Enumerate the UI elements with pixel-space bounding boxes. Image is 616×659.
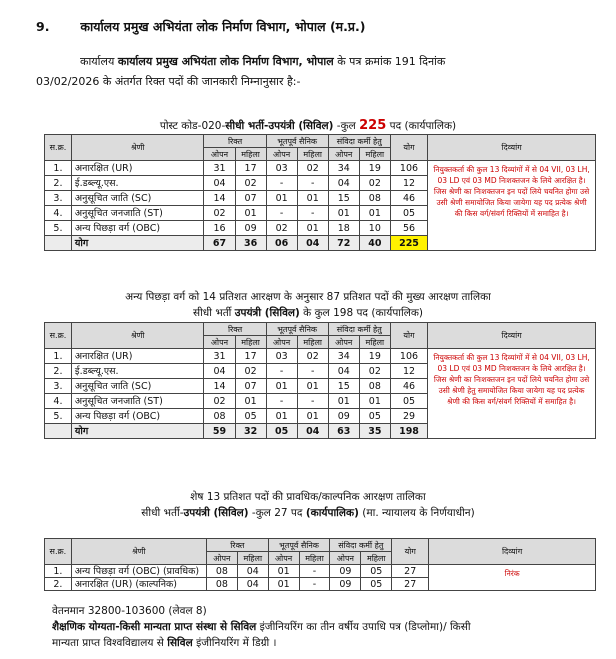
divyang-note: निरंक (429, 565, 596, 591)
row-value: 05 (235, 409, 266, 424)
row-sno: 4. (45, 394, 72, 409)
row-sno: 5. (45, 221, 72, 236)
header-open: ओपन (268, 552, 299, 565)
row-value: 01 (266, 379, 297, 394)
table3-caption-pre: सीधी भर्ती- (141, 507, 184, 519)
row-value: 02 (359, 176, 390, 191)
row-value: 05 (390, 394, 427, 409)
row-value: 01 (359, 206, 390, 221)
row-category: अन्य पिछड़ा वर्ग (OBC) (71, 409, 204, 424)
table2-caption-post: के कुल 198 पद (कार्यपालिक) (303, 307, 424, 319)
row-value: - (297, 176, 328, 191)
pay-scale: वेतनमान 32800-103600 (लेवल 8) (52, 605, 207, 617)
table3-caption-bold: उपयंत्री (सिविल) (183, 507, 249, 519)
row-value: - (266, 394, 297, 409)
row-value: 04 (328, 176, 359, 191)
row-value: 15 (328, 191, 359, 206)
row-sno: 1. (45, 349, 72, 364)
header-female: महिला (297, 148, 328, 161)
intro-prefix: कार्यालय (80, 55, 115, 68)
row-value: 02 (359, 364, 390, 379)
total-value: 36 (235, 236, 266, 251)
row-value: 09 (235, 221, 266, 236)
header-total: योग (390, 323, 427, 349)
header-female: महिला (297, 336, 328, 349)
row-sno: 2. (45, 364, 72, 379)
header-female: महिला (361, 552, 392, 565)
header-vacant: रिक्त (204, 323, 266, 336)
header-divyang: दिव्यांग (428, 323, 596, 349)
header-sno: स.क्र. (45, 323, 72, 349)
total-value: 04 (297, 424, 328, 439)
row-value: 04 (328, 364, 359, 379)
row-sno: 4. (45, 206, 72, 221)
reservation-table-1 (44, 134, 596, 251)
row-value: 14 (204, 191, 235, 206)
row-value: 19 (359, 161, 390, 176)
total-sno (45, 236, 72, 251)
qualification2-bold: सिविल (167, 637, 193, 649)
total-value: 198 (390, 424, 427, 439)
row-category: अन्य पिछड़ा वर्ग (OBC) (71, 221, 204, 236)
reservation-table-3 (44, 538, 596, 591)
row-value: 08 (206, 565, 237, 578)
header-divyang: दिव्यांग (429, 539, 596, 565)
row-value: 12 (390, 176, 427, 191)
table1-caption (0, 118, 616, 133)
header-open: ओपन (328, 336, 359, 349)
section-number: 9. (36, 19, 50, 34)
header-open: ओपन (204, 148, 235, 161)
table1-caption-bold: सीधी भर्ती-उपयंत्री (सिविल) (225, 120, 334, 132)
row-category: अनुसूचित जाति (SC) (71, 379, 204, 394)
row-value: 34 (328, 161, 359, 176)
row-value: - (266, 206, 297, 221)
row-value: 08 (206, 578, 237, 591)
header-open: ओपन (328, 148, 359, 161)
header-female: महिला (235, 336, 266, 349)
header-ex-servicemen: भूतपूर्व सैनिक (268, 539, 330, 552)
row-category: ई.डब्ल्यू.एस. (71, 176, 204, 191)
qualification2-pre: मान्यता प्राप्त विश्वविद्यालय से (52, 637, 164, 649)
header-contract: संविदा कर्मी हेतु (330, 539, 392, 552)
intro-office: कार्यालय प्रमुख अभियंता लोक निर्माण विभाग, भोपाल (117, 55, 334, 68)
row-value: 46 (390, 379, 427, 394)
row-value: 09 (328, 409, 359, 424)
header-category: श्रेणी (71, 323, 204, 349)
row-value: - (297, 364, 328, 379)
header-female: महिला (359, 148, 390, 161)
row-value: 09 (330, 578, 361, 591)
total-sno (45, 424, 72, 439)
total-value: 35 (359, 424, 390, 439)
header-sno: स.क्र. (45, 135, 72, 161)
intro-line2: 03/02/2026 के अंतर्गत रिक्त पदों की जानकारी निम्नानुसार है:- (36, 75, 301, 88)
table-row (45, 565, 596, 578)
total-value: 225 (390, 236, 427, 251)
row-value: 27 (392, 565, 429, 578)
row-category: अनारक्षित (UR) (71, 161, 204, 176)
table-row (45, 349, 596, 364)
table1-caption-post: पद (कार्यपालिक) (389, 120, 457, 132)
header-open: ओपन (206, 552, 237, 565)
row-value: 07 (235, 191, 266, 206)
header-female: महिला (237, 552, 268, 565)
row-value: 34 (328, 349, 359, 364)
header-vacant: रिक्त (206, 539, 268, 552)
table2-caption-bold: उपयंत्री (सिविल) (234, 307, 300, 319)
row-value: 14 (204, 379, 235, 394)
row-value: 02 (266, 221, 297, 236)
row-value: 01 (266, 409, 297, 424)
row-value: 12 (390, 364, 427, 379)
row-value: 04 (204, 364, 235, 379)
header-vacant: रिक्त (204, 135, 266, 148)
table-row (45, 161, 596, 176)
table2-caption-pre: सीधी भर्ती (192, 307, 232, 319)
reservation-table-2 (44, 322, 596, 439)
row-value: 02 (235, 364, 266, 379)
row-value: 05 (361, 565, 392, 578)
row-category: अनारक्षित (UR) (71, 349, 204, 364)
row-sno: 2. (45, 578, 72, 591)
row-value: 27 (392, 578, 429, 591)
row-value: 10 (359, 221, 390, 236)
row-category: अन्य पिछड़ा वर्ग (OBC) (प्रावधिक) (71, 565, 206, 578)
row-value: 01 (297, 191, 328, 206)
table3-caption-bold2: (कार्यपालिक) (305, 507, 359, 519)
header-category: श्रेणी (71, 135, 204, 161)
qualification-rest: इंजीनियरिंग का तीन वर्षीय उपाधि पत्र (डिप्लोमा)/ किसी (259, 621, 471, 633)
row-value: 03 (266, 349, 297, 364)
row-value: 08 (359, 191, 390, 206)
row-sno: 5. (45, 409, 72, 424)
total-value: 05 (266, 424, 297, 439)
row-value: 07 (235, 379, 266, 394)
row-value: 31 (204, 161, 235, 176)
total-value: 59 (204, 424, 235, 439)
header-female: महिला (359, 336, 390, 349)
row-category: अनुसूचित जनजाति (ST) (71, 206, 204, 221)
qualification2-post: इंजीनियरिंग में डिग्री । (196, 637, 277, 649)
row-value: 19 (359, 349, 390, 364)
table2-caption-line2 (0, 306, 616, 320)
header-divyang: दिव्यांग (428, 135, 596, 161)
header-total: योग (392, 539, 429, 565)
header-ex-servicemen: भूतपूर्व सैनिक (266, 135, 328, 148)
total-value: 63 (328, 424, 359, 439)
total-label: योग (71, 236, 204, 251)
row-value: - (266, 364, 297, 379)
divyang-note: नियुक्तकर्ता की कुल 13 दिव्यांगों में से 04 VII, 03 LH, 03 LD एवं 03 MD निःशक्तजन के लिये आरक्षित है। जिस श्रेणी का निःशक्तजन इन पदों लिये चयनित होगा उसे उसी श्रेणी समायोजित किया जायेगा यह पद प्रत्येक श्रेणी की किस वर्ग/संवर्ग रिक्तियों में समाहित है। (428, 161, 596, 251)
footer (52, 603, 597, 651)
row-value: 02 (204, 394, 235, 409)
row-value: 01 (297, 221, 328, 236)
row-value: 17 (235, 349, 266, 364)
row-value: 02 (235, 176, 266, 191)
row-value: 05 (359, 409, 390, 424)
table2-caption-line1: अन्य पिछड़ा वर्ग को 14 प्रतिशत आरक्षण के अनुसार 87 प्रतिशत पदों की मुख्य आरक्षण तालिका (125, 291, 491, 303)
divyang-note: नियुक्तकर्ता की कुल 13 दिव्यांगों में से 04 VII, 03 LH, 03 LD एवं 03 MD निःशक्तजन के लिये आरक्षित है। जिस श्रेणी का निःशक्तजन इन पदों लिये चयनित होगा उसे उसी श्रेणी हेतु समायोजित किया जायेगा यह पद प्रत्येक श्रेणी की किस वर्ग/संवर्ग रिक्तियों में समाहित है। (428, 349, 596, 439)
table1-caption-total: 225 (359, 118, 387, 133)
qualification-bold: शैक्षणिक योग्यता-किसी मान्यता प्राप्त संस्था से सिविल (52, 621, 257, 633)
header-total: योग (390, 135, 427, 161)
row-value: 01 (235, 394, 266, 409)
row-value: 09 (330, 565, 361, 578)
row-value: 04 (237, 565, 268, 578)
row-value: 03 (266, 161, 297, 176)
total-value: 67 (204, 236, 235, 251)
row-value: 05 (390, 206, 427, 221)
row-sno: 3. (45, 379, 72, 394)
header-open: ओपन (330, 552, 361, 565)
total-value: 06 (266, 236, 297, 251)
header-open: ओपन (266, 336, 297, 349)
header-open: ओपन (266, 148, 297, 161)
table1-caption-pre: पोस्ट कोड-020- (159, 120, 226, 132)
row-value: 02 (297, 161, 328, 176)
section-heading (36, 18, 365, 35)
header-female: महिला (235, 148, 266, 161)
intro-mid: के पत्र क्रमांक 191 दिनांक (337, 55, 446, 68)
row-value: 01 (266, 191, 297, 206)
row-sno: 1. (45, 161, 72, 176)
row-value: 04 (237, 578, 268, 591)
row-value: 02 (297, 349, 328, 364)
total-value: 72 (328, 236, 359, 251)
row-category: अनारक्षित (UR) (काल्पनिक) (71, 578, 206, 591)
row-value: - (299, 565, 330, 578)
header-female: महिला (299, 552, 330, 565)
row-value: - (266, 176, 297, 191)
header-contract: संविदा कर्मी हेतु (328, 323, 390, 336)
row-value: - (297, 394, 328, 409)
row-value: 56 (390, 221, 427, 236)
row-value: 05 (361, 578, 392, 591)
row-value: 01 (359, 394, 390, 409)
total-value: 32 (235, 424, 266, 439)
table3-caption-post: (मा. न्यायालय के निर्णयाधीन) (362, 507, 475, 519)
row-value: 01 (268, 565, 299, 578)
row-category: ई.डब्ल्यू.एस. (71, 364, 204, 379)
row-value: - (297, 206, 328, 221)
table3-caption-line1: शेष 13 प्रतिशत पदों की प्रावधिक/काल्पनिक आरक्षण तालिका (190, 491, 426, 503)
row-category: अनुसूचित जनजाति (ST) (71, 394, 204, 409)
table3-caption-line2 (0, 506, 616, 520)
row-value: 106 (390, 349, 427, 364)
row-value: - (299, 578, 330, 591)
total-value: 04 (297, 236, 328, 251)
qualification-line2 (52, 635, 597, 651)
row-sno: 2. (45, 176, 72, 191)
header-contract: संविदा कर्मी हेतु (328, 135, 390, 148)
row-value: 29 (390, 409, 427, 424)
row-value: 17 (235, 161, 266, 176)
row-sno: 1. (45, 565, 72, 578)
header-category: श्रेणी (71, 539, 206, 565)
row-value: 16 (204, 221, 235, 236)
header-ex-servicemen: भूतपूर्व सैनिक (266, 323, 328, 336)
row-value: 01 (235, 206, 266, 221)
header-open: ओपन (204, 336, 235, 349)
row-value: 01 (297, 409, 328, 424)
row-value: 31 (204, 349, 235, 364)
table3-caption-mid: -कुल 27 पद (251, 507, 303, 519)
row-value: 01 (268, 578, 299, 591)
qualification-line1 (52, 619, 597, 635)
row-value: 46 (390, 191, 427, 206)
header-sno: स.क्र. (45, 539, 72, 565)
intro-paragraph (36, 52, 596, 92)
row-value: 01 (297, 379, 328, 394)
row-value: 08 (204, 409, 235, 424)
total-value: 40 (359, 236, 390, 251)
row-value: 18 (328, 221, 359, 236)
row-value: 01 (328, 394, 359, 409)
row-value: 15 (328, 379, 359, 394)
table1-caption-mid: -कुल (336, 120, 356, 132)
row-value: 106 (390, 161, 427, 176)
row-value: 01 (328, 206, 359, 221)
section-title: कार्यालय प्रमुख अभियंता लोक निर्माण विभाग, भोपाल (म.प्र.) (80, 19, 366, 34)
row-value: 08 (359, 379, 390, 394)
row-value: 02 (204, 206, 235, 221)
row-value: 04 (204, 176, 235, 191)
row-category: अनुसूचित जाति (SC) (71, 191, 204, 206)
row-sno: 3. (45, 191, 72, 206)
total-label: योग (71, 424, 204, 439)
